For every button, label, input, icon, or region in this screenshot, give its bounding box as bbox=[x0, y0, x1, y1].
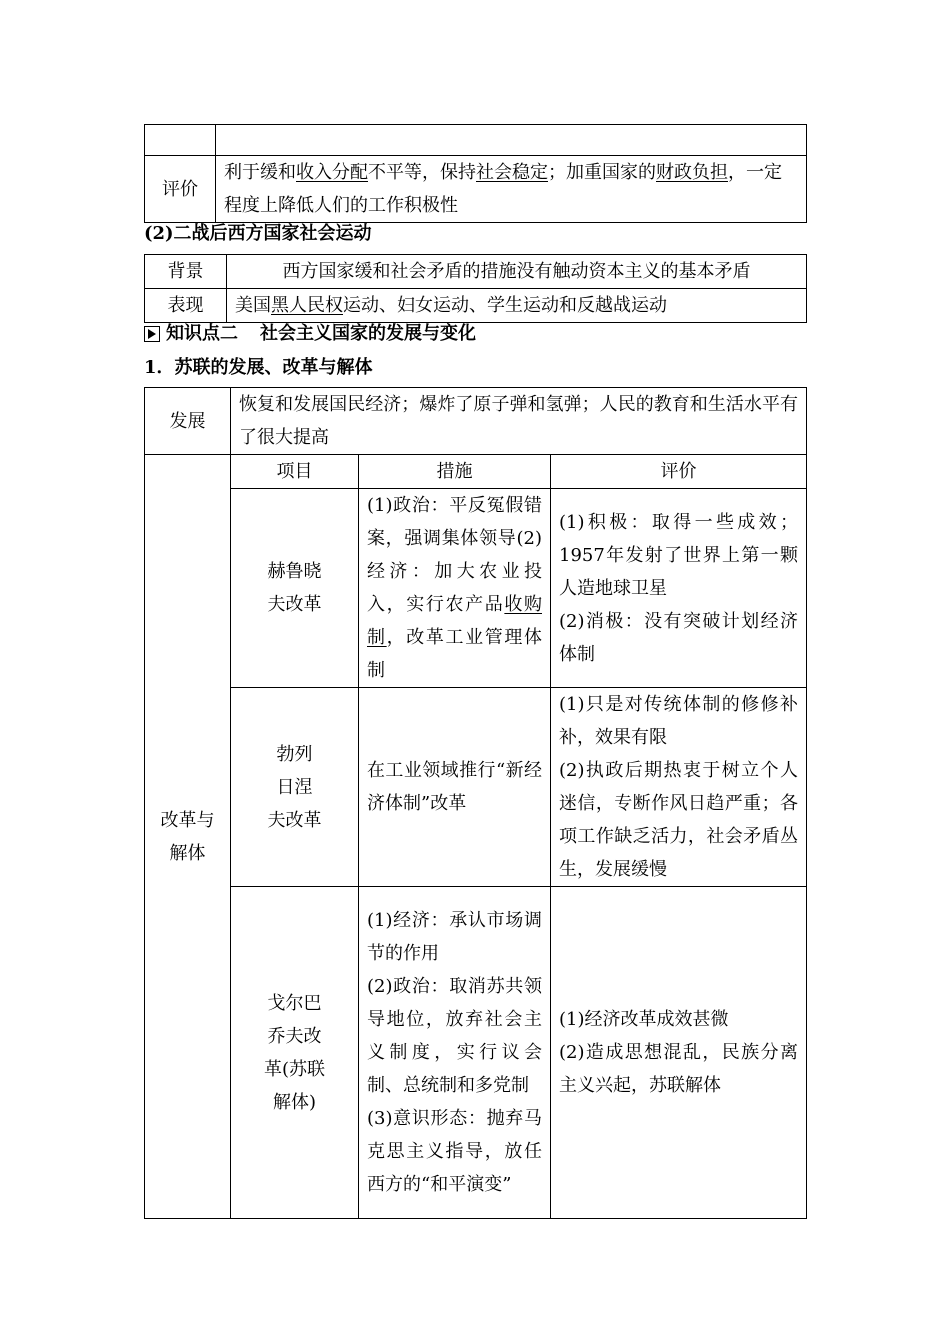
social-movement-table bbox=[144, 254, 807, 323]
section-heading: (2)二战后西方国家社会运动 bbox=[144, 223, 372, 244]
eval-brezhnev: (1)只是对传统体制的修修补补，效果有限 (2)执政后期热衷于树立个人迷信，专断作风日趋严重；各项工作缺乏活力，社会矛盾丛生，发展缓慢 bbox=[551, 688, 807, 887]
measure-khrushchev: (1)政治：平反冤假错案，强调集体领导(2)经济：加大农业投入，实行农产品收购制，改革工业管理体制 bbox=[359, 489, 551, 688]
empty-cell bbox=[216, 125, 807, 156]
item-khrushchev: 赫鲁晓 夫改革 bbox=[231, 489, 359, 688]
col-header-measure: 措施 bbox=[359, 455, 551, 489]
knowledge-point-title bbox=[144, 320, 476, 348]
item-gorbachev: 戈尔巴 乔夫改 革(苏联 解体) bbox=[231, 887, 359, 1219]
play-triangle-icon bbox=[144, 326, 160, 342]
reform-label: 改革与 解体 bbox=[145, 455, 231, 1219]
col-header-eval: 评价 bbox=[551, 455, 807, 489]
soviet-reform-table bbox=[144, 387, 807, 1219]
eval-gorbachev: (1)经济改革成效甚微 (2)造成思想混乱，民族分离主义兴起，苏联解体 bbox=[551, 887, 807, 1219]
eval-label: 评价 bbox=[145, 156, 216, 223]
policy-table bbox=[144, 124, 807, 223]
eval-text: 利于缓和收入分配不平等，保持社会稳定；加重国家的财政负担，一定程度上降低人们的工作积极性 bbox=[216, 156, 807, 223]
eval-khrushchev: (1)积极：取得一些成效；1957年发射了世界上第一颗人造地球卫星 (2)消极：没有突破计划经济体制 bbox=[551, 489, 807, 688]
subsection-heading: 1．苏联的发展、改革与解体 bbox=[144, 357, 373, 378]
background-label: 背景 bbox=[145, 255, 227, 289]
background-text: 西方国家缓和社会矛盾的措施没有触动资本主义的基本矛盾 bbox=[227, 255, 807, 289]
manifestation-label: 表现 bbox=[145, 289, 227, 323]
knowledge-label: 知识点二 bbox=[166, 323, 238, 344]
development-text: 恢复和发展国民经济；爆炸了原子弹和氢弹；人民的教育和生活水平有了很大提高 bbox=[231, 388, 807, 455]
empty-cell bbox=[145, 125, 216, 156]
col-header-item: 项目 bbox=[231, 455, 359, 489]
measure-gorbachev: (1)经济：承认市场调节的作用 (2)政治：取消苏共领导地位，放弃社会主义制度，实行议会制、总统制和多党制 (3)意识形态：抛弃马克思主义指导，放任西方的“和平演变” bbox=[359, 887, 551, 1219]
manifestation-text: 美国黑人民权运动、妇女运动、学生运动和反越战运动 bbox=[227, 289, 807, 323]
measure-brezhnev: 在工业领域推行“新经济体制”改革 bbox=[359, 688, 551, 887]
item-brezhnev: 勃列 日涅 夫改革 bbox=[231, 688, 359, 887]
development-label: 发展 bbox=[145, 388, 231, 455]
knowledge-title: 社会主义国家的发展与变化 bbox=[260, 323, 476, 344]
